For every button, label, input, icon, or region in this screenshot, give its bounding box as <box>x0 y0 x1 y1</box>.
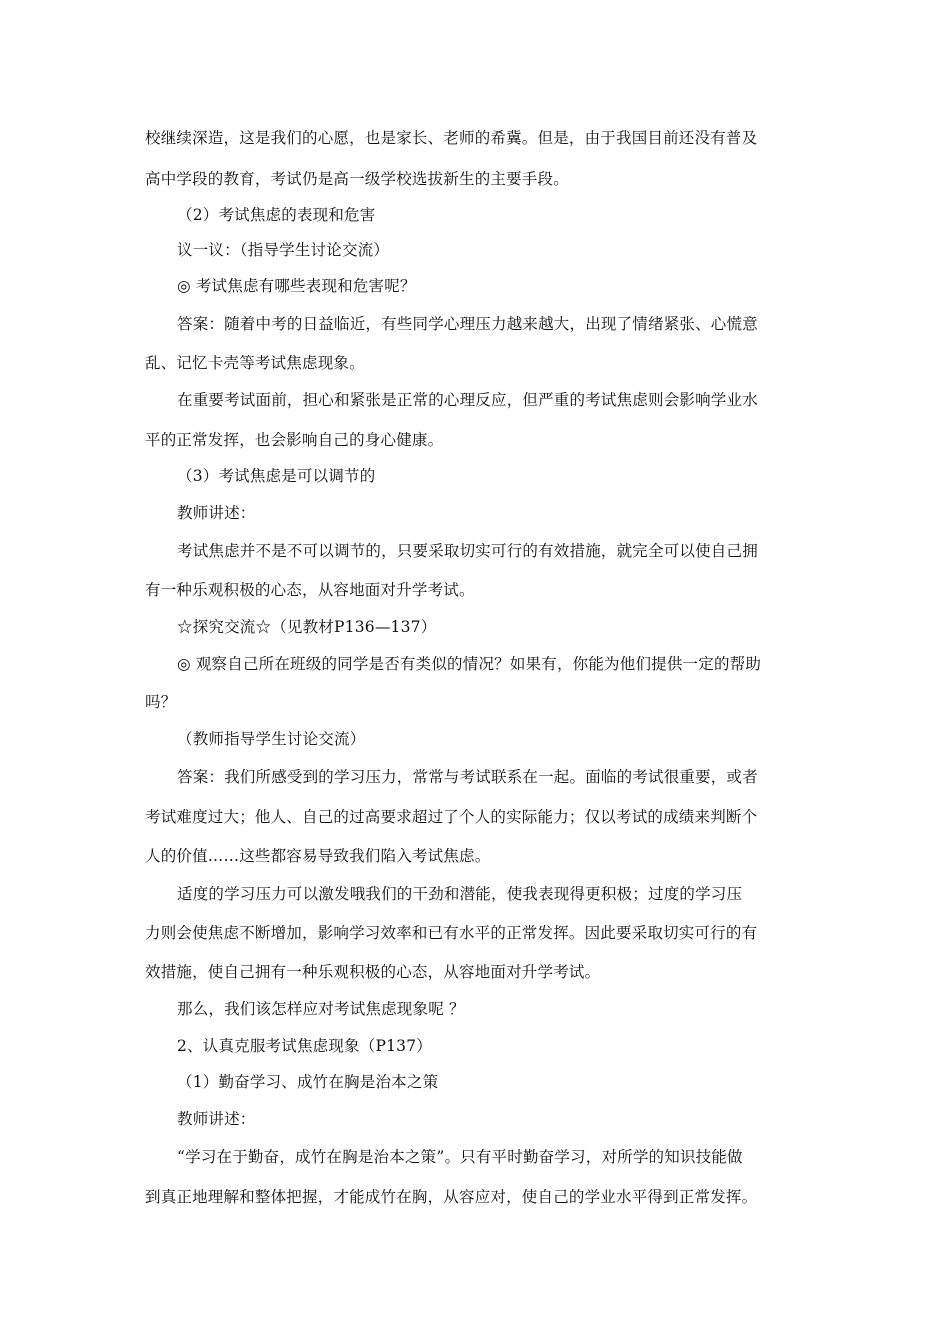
text-line: 到真正地理解和整体把握，才能成竹在胸，从容应对，使自己的学业水平得到正常发挥。 <box>145 1188 758 1206</box>
text-line: 适度的学习压力可以激发哦我们的干劲和潜能，使我表现得更积极；过度的学习压 <box>177 885 743 903</box>
text-line: （教师指导学生讨论交流） <box>177 730 366 748</box>
text-line: 乱、记忆卡壳等考试焦虑现象。 <box>145 354 365 372</box>
text-line: 平的正常发挥，也会影响自己的身心健康。 <box>145 431 444 449</box>
text-line: 议一议：（指导学生讨论交流） <box>177 241 390 259</box>
text-line: 有一种乐观积极的心态，从容地面对升学考试。 <box>145 581 475 599</box>
question-line: ◎ 考试焦虑有哪些表现和危害呢？ <box>177 277 416 295</box>
text-line: 人的价值……这些都容易导致我们陷入考试焦虑。 <box>145 847 491 865</box>
text-line: 教师讲述： <box>177 504 256 522</box>
text-line: “学习在于勤奋，成竹在胸是治本之策”。只有平时勤奋学习，对所学的知识技能做 <box>177 1148 743 1166</box>
section-heading: 2、认真克服考试焦虑现象（P137） <box>177 1037 432 1055</box>
question-line: ◎ 观察自己所在班级的同学是否有类似的情况？如果有，你能为他们提供一定的帮助 <box>177 655 762 673</box>
section-heading: （2）考试焦虑的表现和危害 <box>177 206 376 224</box>
text-line: 考试难度过大；他人、自己的过高要求超过了个人的实际能力；仅以考试的成绩来判断个 <box>145 808 758 826</box>
section-heading: （1）勤奋学习、成竹在胸是治本之策 <box>177 1073 439 1091</box>
text-line: 答案：随着中考的日益临近，有些同学心理压力越来越大，出现了情绪紧张、心慌意 <box>177 315 758 333</box>
text-line: 吗？ <box>145 693 177 711</box>
text-line: ☆探究交流☆（见教材P136—137） <box>177 618 437 636</box>
section-heading: （3）考试焦虑是可以调节的 <box>177 467 376 485</box>
text-line: 考试焦虑并不是不可以调节的，只要采取切实可行的有效措施，就完全可以使自己拥 <box>177 542 758 560</box>
text-line: 效措施，使自己拥有一种乐观积极的心态，从容地面对升学考试。 <box>145 963 601 981</box>
text-line: 答案：我们所感受到的学习压力，常常与考试联系在一起。面临的考试很重要，或者 <box>177 768 758 786</box>
question-line: 那么，我们该怎样应对考试焦虑现象呢 ？ <box>177 1000 465 1018</box>
text-line: 在重要考试面前，担心和紧张是正常的心理反应，但严重的考试焦虑则会影响学业水 <box>177 391 758 409</box>
text-line: 教师讲述： <box>177 1110 256 1128</box>
text-line: 校继续深造，这是我们的心愿，也是家长、老师的希冀。但是，由于我国目前还没有普及 <box>145 129 758 147</box>
text-line: 力则会使焦虑不断增加，影响学习效率和已有水平的正常发挥。因此要采取切实可行的有 <box>145 924 758 942</box>
text-line: 高中学段的教育，考试仍是高一级学校选拔新生的主要手段。 <box>145 170 569 188</box>
